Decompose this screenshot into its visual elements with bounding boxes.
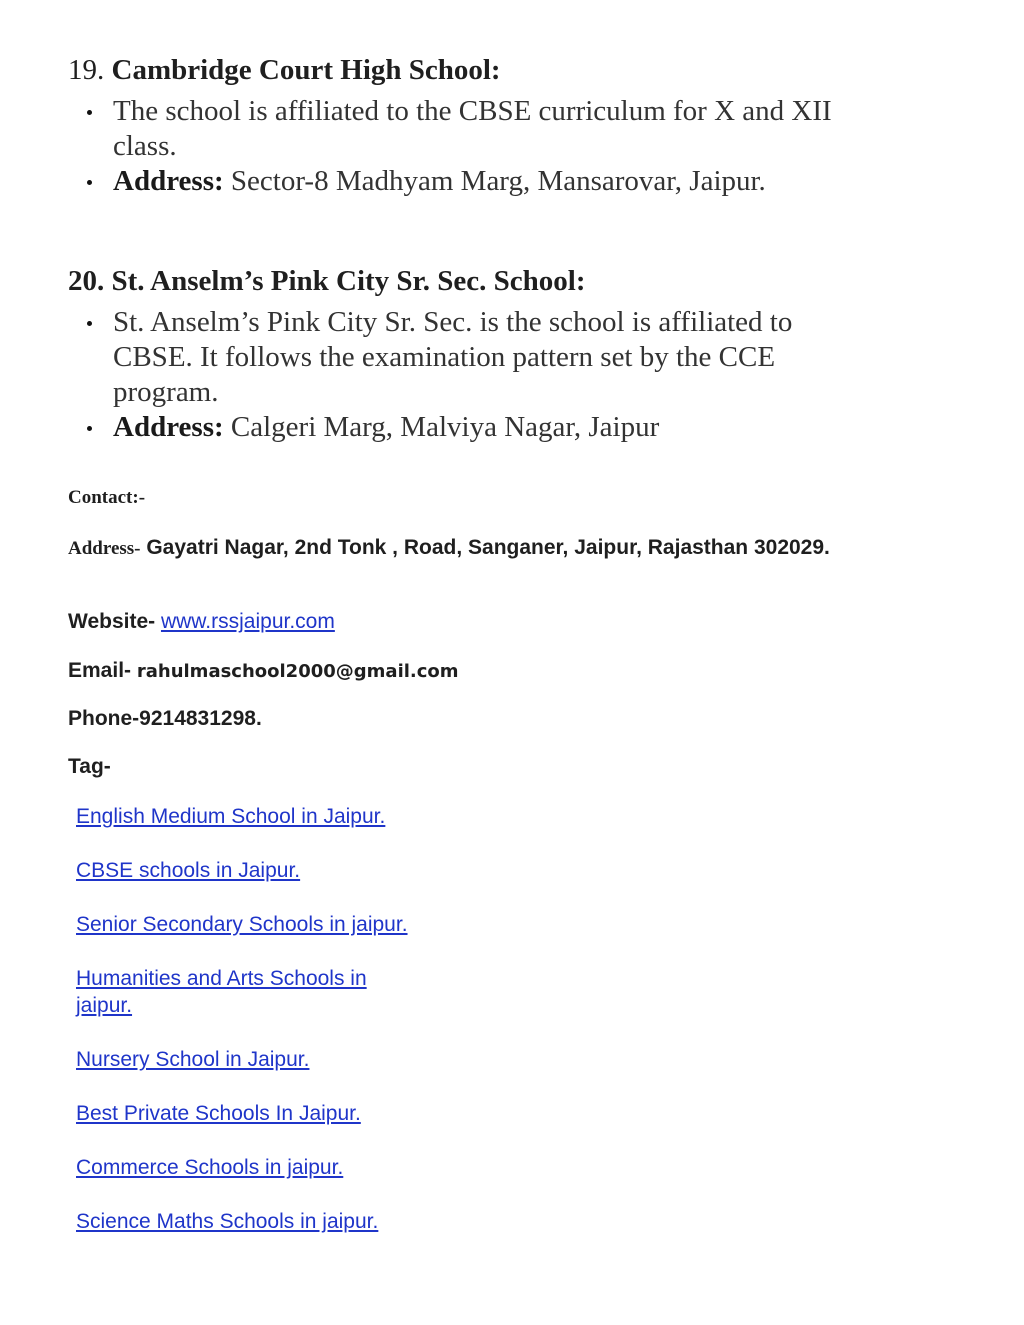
contact-website [68,610,335,634]
contact-email [68,659,459,683]
address-label: Address- [68,538,141,559]
bullet-icon [87,321,92,326]
contact-address [68,532,868,564]
school-19-title [68,52,888,88]
tag-link[interactable]: Humanities and Arts Schools in jaipur. [76,967,367,1017]
school-20-details [68,305,888,445]
website-link[interactable]: www.rssjaipur.com [160,610,335,633]
school-20-number: 20. [68,265,105,297]
bullet-icon [87,110,92,115]
tag-list [76,803,456,1262]
tag-link[interactable]: Commerce Schools in jaipur. [76,1156,344,1179]
school-19-address-value: Sector-8 Madhyam Marg, Mansarovar, Jaipur. [223,165,766,197]
school-19-affiliation [68,94,888,164]
bullet-icon [87,180,92,185]
school-20-address [68,410,888,445]
tag-label: Tag- [68,755,111,778]
website-label: Website- [68,610,161,633]
school-20-address-value: Calgeri Marg, Malviya Nagar, Jaipur [223,411,660,443]
school-20-title [68,263,888,299]
tag-link[interactable]: Senior Secondary Schools in jaipur. [76,913,408,936]
school-19-address [68,164,888,199]
school-20-affiliation [68,305,888,410]
school-19-number: 19. [68,54,105,86]
school-19-address-label: Address: [113,165,224,197]
school-20-section [68,263,888,445]
school-19-name: Cambridge Court High School: [111,54,501,86]
tag-link[interactable]: Nursery School in Jaipur. [76,1048,310,1071]
email-label: Email- [68,659,137,682]
school-20-affiliation-text: St. Anselm’s Pink City Sr. Sec. is the school is affiliated to CBSE. It follows the examination pattern set by the CCE program. [113,306,793,408]
email-value: rahulmaschool2000@gmail.com [136,661,459,682]
tag-link[interactable]: CBSE schools in Jaipur. [76,859,301,882]
school-20-address-label: Address: [113,411,224,443]
school-19-section [68,52,888,199]
contact-phone: Phone-9214831298. [68,707,262,730]
bullet-icon [87,426,92,431]
address-value: Gayatri Nagar, 2nd Tonk , Road, Sanganer, Jaipur, Rajasthan 302029. [140,536,830,559]
tag-link[interactable]: Science Maths Schools in jaipur. [76,1210,379,1233]
school-20-name: St. Anselm’s Pink City Sr. Sec. School: [111,265,586,297]
tag-link[interactable]: English Medium School in Jaipur. [76,805,386,828]
contact-heading: Contact:- [68,487,146,508]
school-19-affiliation-text: The school is affiliated to the CBSE curriculum for X and XII class. [113,95,832,162]
school-19-details [68,94,888,199]
tag-link[interactable]: Best Private Schools In Jaipur. [76,1102,361,1125]
